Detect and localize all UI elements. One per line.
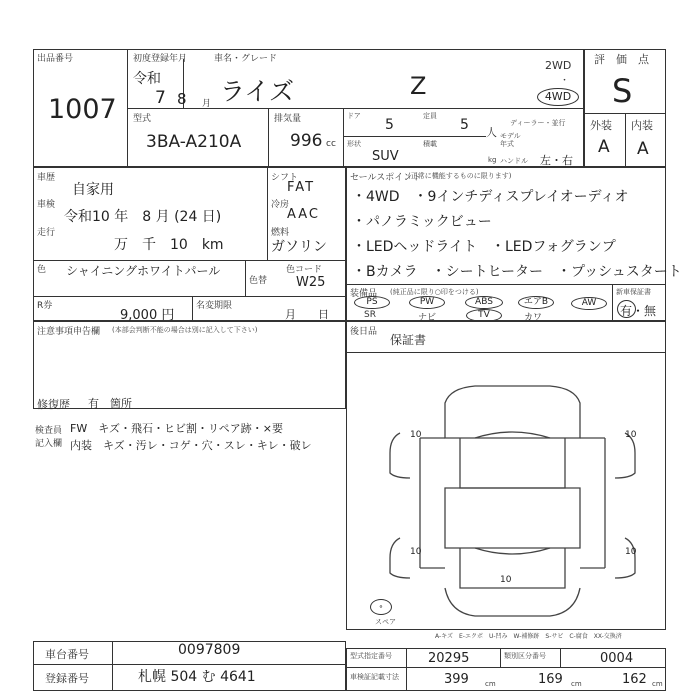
color-label: 色 — [37, 265, 47, 275]
divider — [33, 664, 346, 665]
equip-navi: ナビ — [418, 313, 437, 323]
class-label: 類別区分番号 — [504, 652, 546, 660]
handle-label: ハンドル — [500, 157, 528, 165]
cert-label: 型式指定番号 — [350, 652, 392, 660]
divider — [346, 284, 666, 285]
divider — [560, 648, 561, 667]
spare-label: スペア — [375, 618, 396, 626]
mileage: 万 千 10 km — [114, 237, 224, 253]
cc-unit: cc — [326, 139, 336, 149]
name-change-label: 名変期限 — [196, 301, 233, 311]
shift: FAT — [287, 180, 316, 195]
divider — [612, 284, 613, 321]
divider — [112, 641, 113, 691]
dealer-label: ディーラー・並行 — [510, 119, 566, 127]
inspector-label: 後日品 — [350, 327, 378, 337]
divider — [192, 296, 193, 321]
equip-tv: TV — [466, 309, 502, 322]
model-code: 3BA-A210A — [146, 132, 242, 152]
shape: SUV — [372, 149, 399, 164]
damage-mark: 10 — [410, 547, 422, 557]
load-label: 積載 — [423, 140, 437, 148]
notes-label: 注意事項申告欄 — [37, 327, 101, 337]
color-change-label: 色替 — [249, 276, 268, 286]
equip-airbag: エアB — [518, 296, 554, 309]
notes-sub: (本部会判断不能の場合は別に記入して下さい) — [112, 326, 258, 334]
color: シャイニングホワイトパール — [66, 264, 221, 278]
model-label: 型式 — [133, 114, 152, 124]
displacement: 996 — [290, 131, 323, 151]
plate-label: 登録番号 — [45, 672, 89, 685]
exterior-label: 外装 — [590, 119, 612, 132]
divider — [343, 136, 486, 137]
mileage-label: 走行 — [37, 228, 56, 238]
recycle: 9,000 円 — [120, 308, 175, 323]
repair-value: 有 箇所 — [88, 397, 132, 410]
sales-line: ・パノラミックビュー — [352, 214, 492, 230]
usage: 自家用 — [72, 182, 114, 198]
drive-separator: ・ — [560, 76, 570, 86]
divider — [245, 260, 246, 296]
sales-line: ・4WD ・9インチディスプレイオーディオ — [352, 189, 629, 205]
divider — [268, 108, 269, 167]
divider — [346, 667, 666, 668]
sales-label: セールスポイント — [350, 173, 422, 183]
damage-mark: 10 — [625, 547, 637, 557]
shift-label: シフト — [271, 173, 299, 183]
yes-circle — [617, 300, 636, 318]
interior-value: A — [637, 139, 649, 159]
fuel-label: 燃料 — [271, 228, 290, 238]
shape-label: 形状 — [347, 140, 361, 148]
damage-mark: 10 — [625, 430, 637, 440]
new-car-warranty: 有・無 — [620, 304, 657, 318]
cert-number: 20295 — [428, 651, 470, 666]
divider — [33, 296, 346, 297]
divider — [267, 167, 268, 260]
name-change: 月 日 — [285, 308, 329, 321]
legend-line-2: 内装 キズ・汚レ・コゲ・穴・スレ・キレ・破レ — [70, 439, 312, 452]
interior-label: 内装 — [631, 119, 653, 132]
divider — [343, 108, 344, 167]
model-grade-label: 車名・グレード — [214, 54, 278, 64]
reg-year: 7 — [155, 88, 166, 108]
car-damage-diagram — [380, 378, 650, 628]
sales-line: ・LEDヘッドライト ・LEDフォグランプ — [352, 239, 616, 255]
model-year-label: モデル年式 — [500, 132, 521, 148]
lot-label: 出品番号 — [37, 54, 74, 64]
grade: Z — [410, 72, 427, 100]
car-name: ライズ — [220, 77, 295, 106]
length-value: 399 — [444, 672, 469, 687]
fuel: ガソリン — [271, 239, 327, 255]
inspection-label: 車検 — [37, 200, 56, 210]
chassis-label: 車台番号 — [45, 648, 89, 661]
equip-pw: PW — [409, 296, 445, 309]
equip-sr: SR — [364, 310, 376, 320]
spare-tire-circle: ⚬ — [370, 599, 392, 615]
inspection: 令和10 年 8 月 (24 日) — [64, 209, 222, 225]
reg-era: 令和 — [133, 71, 161, 87]
legend-label-2: 記入欄 — [35, 439, 63, 449]
divider — [406, 648, 407, 691]
equip-ps: PS — [354, 296, 390, 309]
equipment-note: (純正品に限り○印をつける) — [390, 288, 479, 296]
damage-mark: 10 — [410, 430, 422, 440]
repair-label: 修復歴 — [37, 398, 70, 411]
capacity-label: 定員 — [423, 112, 437, 120]
reg-month: 8 — [177, 90, 187, 108]
handle: 左・右 — [540, 154, 573, 167]
divider — [127, 108, 584, 109]
plate-number: 札幌 504 む 4641 — [138, 669, 256, 685]
score-value: S — [612, 72, 633, 110]
ac: AAC — [287, 207, 320, 222]
recycle-label: R券 — [37, 301, 53, 311]
divider — [346, 352, 666, 353]
displacement-label: 排気量 — [274, 114, 302, 124]
score-label: 評 価 点 — [594, 53, 649, 66]
color-code-label: 色コード — [286, 265, 323, 275]
width-unit: cm — [571, 680, 582, 688]
exterior-value: A — [598, 137, 610, 157]
chassis-number: 0097809 — [178, 642, 241, 658]
usage-label: 車歴 — [37, 173, 56, 183]
legend-line-1: FW キズ・飛石・ヒビ割・リペア跡・×要 — [70, 422, 283, 435]
equip-leather: カワ — [524, 313, 543, 323]
sales-line: ・Bカメラ ・シートヒーター ・プッシュスタート — [352, 264, 682, 280]
length-unit: cm — [485, 680, 496, 688]
equipment-label: 装備品 — [350, 289, 378, 299]
month-unit: 月 — [202, 99, 212, 109]
drive-2wd: 2WD — [545, 59, 572, 72]
divider — [625, 113, 626, 167]
sales-note: (正常に機能するものに限ります) — [408, 172, 512, 180]
divider — [500, 648, 501, 667]
damage-mark: 10 — [500, 575, 512, 585]
new-car-label: 新車保証書 — [616, 288, 651, 296]
divider — [33, 260, 346, 261]
kg-label: kg — [488, 156, 497, 164]
height-value: 162 — [622, 672, 647, 687]
dims-label: 車検証記載寸法 — [350, 673, 399, 681]
reg-label: 初度登録年月 — [133, 54, 188, 64]
equip-abs: ABS — [465, 296, 503, 309]
ac-label: 冷房 — [271, 200, 290, 210]
lot-number: 1007 — [48, 94, 117, 125]
color-code: W25 — [296, 275, 326, 290]
capacity: 5 — [460, 117, 469, 133]
equip-aw: AW — [571, 297, 607, 310]
doors: 5 — [385, 117, 394, 133]
legend-label-1: 検査員 — [35, 426, 63, 436]
damage-key: A-キズ E-エクボ U-凹み W-補修跡 S-サビ C-腐食 XX-交換済 — [435, 633, 622, 640]
person-unit: 人 — [486, 126, 497, 139]
width-value: 169 — [538, 672, 563, 687]
class-number: 0004 — [600, 651, 634, 666]
drive-4wd-circled: 4WD — [537, 88, 579, 106]
height-unit: cm — [652, 680, 663, 688]
door-label: ドア — [347, 112, 361, 120]
inspector-value: 保証書 — [390, 333, 427, 347]
